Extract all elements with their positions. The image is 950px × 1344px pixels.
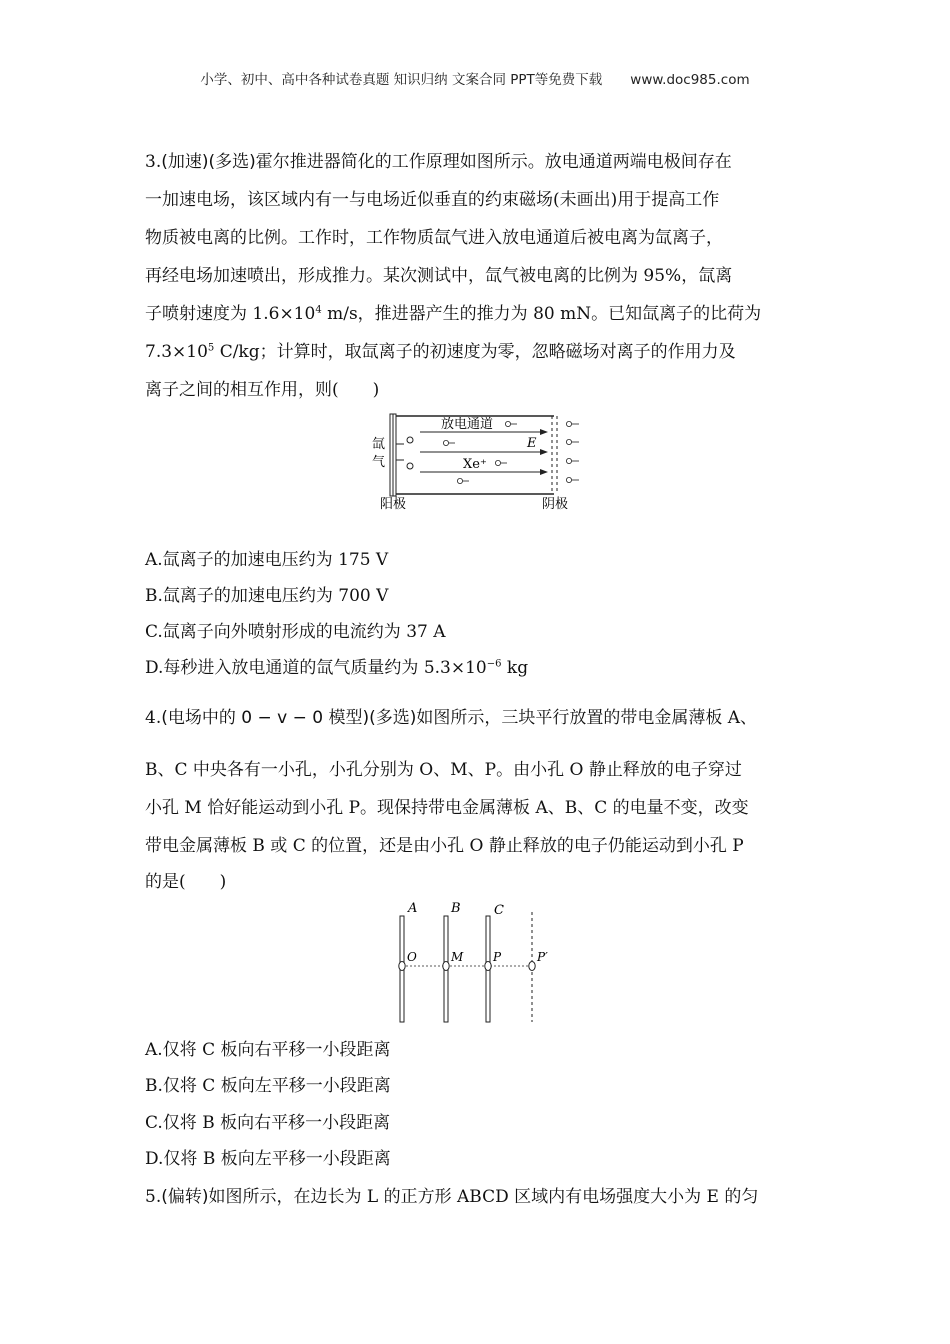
ejected-ions [566,421,579,482]
q3-line-1: 3.(加速)(多选)霍尔推进器简化的工作原理如图所示。放电通道两端电极间存在 [145,152,732,172]
q3-line-3: 物质被电离的比例。工作时，工作物质氙气进入放电通道后被电离为氙离子， [145,228,723,248]
q4-option-c: C.仅将 B 板向右平移一小段距离 [145,1113,391,1133]
gas-label-top: 氙 [372,437,386,452]
ion-label: Xe⁺ [463,457,487,472]
q4-tag-model: (电场中的 0 − v − 0 模型) [161,708,370,728]
hole-p-label: P [493,950,502,964]
q4-line-4: 带电金属薄板 B 或 C 的位置，还是由小孔 O 静止释放的电子仍能运动到小孔 P [145,836,744,856]
q5-line-1: 5.(偏转)如图所示，在边长为 L 的正方形 ABCD 区域内有电场强度大小为 E 的匀 [145,1187,759,1207]
q5-number: 5. [145,1187,162,1207]
q3-option-b: B.氙离子的加速电压约为 700 V [145,586,389,606]
plate-a-label: A [408,901,418,916]
q4-line-2: B、C 中央各有一小孔，小孔分别为 O、M、P。由小孔 O 静止释放的电子穿过 [145,760,742,780]
q3-line-4: 再经电场加速喷出，形成推力。某次测试中，氙气被电离的比例为 95%，氙离 [145,266,733,286]
field-arrow-2 [540,449,548,455]
plate-c-label: C [494,903,504,918]
hole-p-prime-label: P′ [537,950,548,964]
q3-line-2: 一加速电场，该区域内有一与电场近似垂直的约束磁场(未画出)用于提高工作 [145,190,720,210]
gas-label-bottom: 气 [372,455,386,470]
q4-number: 4. [145,708,162,728]
q4-tag-multi: (多选) [369,708,417,728]
header-site: www.doc985.com [630,72,750,88]
plates-figure [390,898,565,1028]
q4-option-a: A.仅将 C 板向右平移一小段距离 [145,1040,391,1060]
hall-thruster-figure [364,410,594,515]
hole-o-label: O [407,950,417,964]
cathode-label: 阴极 [542,497,569,512]
hole-m-label: M [451,950,464,964]
q3-number: 3. [145,152,162,172]
anode-label: 阳极 [380,497,407,512]
q3-option-a: A.氙离子的加速电压约为 175 V [145,550,389,570]
plate-b-label: B [451,901,461,916]
q4-line-5: 的是( ) [145,872,227,892]
q3-line-6: $7.3\times 10^5$ C/kg；计算时，取氙离子的初速度为零，忽略磁场对离子的作用力及 [145,342,736,362]
q3-line-5: 子喷射速度为 $1.6\times 10^4$ m/s，推进器产生的推力为 80 mN。已知氙离子的比荷为 [145,304,762,324]
hole-p [485,962,491,971]
field-arrow-3 [540,469,548,475]
field-arrow-1 [540,429,548,435]
q3-line-7: 离子之间的相互作用，则( ) [145,380,380,400]
q3-tag-multi: (多选) [208,152,256,172]
neutral-atom-1 [407,437,413,443]
q3-option-c: C.氙离子向外喷射形成的电流约为 37 A [145,622,446,642]
q4-line-3: 小孔 M 恰好能运动到小孔 P。现保持带电金属薄板 A、B、C 的电量不变，改变 [145,798,749,818]
neutral-atom-2 [407,463,413,469]
page-header [0,68,950,88]
hole-o [399,962,405,971]
channel-label: 放电通道 [441,417,494,432]
header-text: 小学、初中、高中各种试卷真题 知识归纳 文案合同 PPT等免费下载 [200,72,603,88]
hole-m [443,962,449,971]
q5-tag: (偏转) [161,1187,209,1207]
q4-line-1: 4.(电场中的 0 − v − 0 模型)(多选)如图所示，三块平行放置的带电金属薄板 A、 [145,708,758,728]
q3-tag-accel: (加速) [161,152,209,172]
q4-option-b: B.仅将 C 板向左平移一小段距离 [145,1076,391,1096]
q4-option-d: D.仅将 B 板向左平移一小段距离 [145,1149,391,1169]
q3-option-d: D.每秒进入放电通道的氙气质量约为 $5.3\times 10^{-6}$ kg [145,658,529,678]
field-label: E [527,436,537,451]
hole-p-prime [529,962,535,971]
